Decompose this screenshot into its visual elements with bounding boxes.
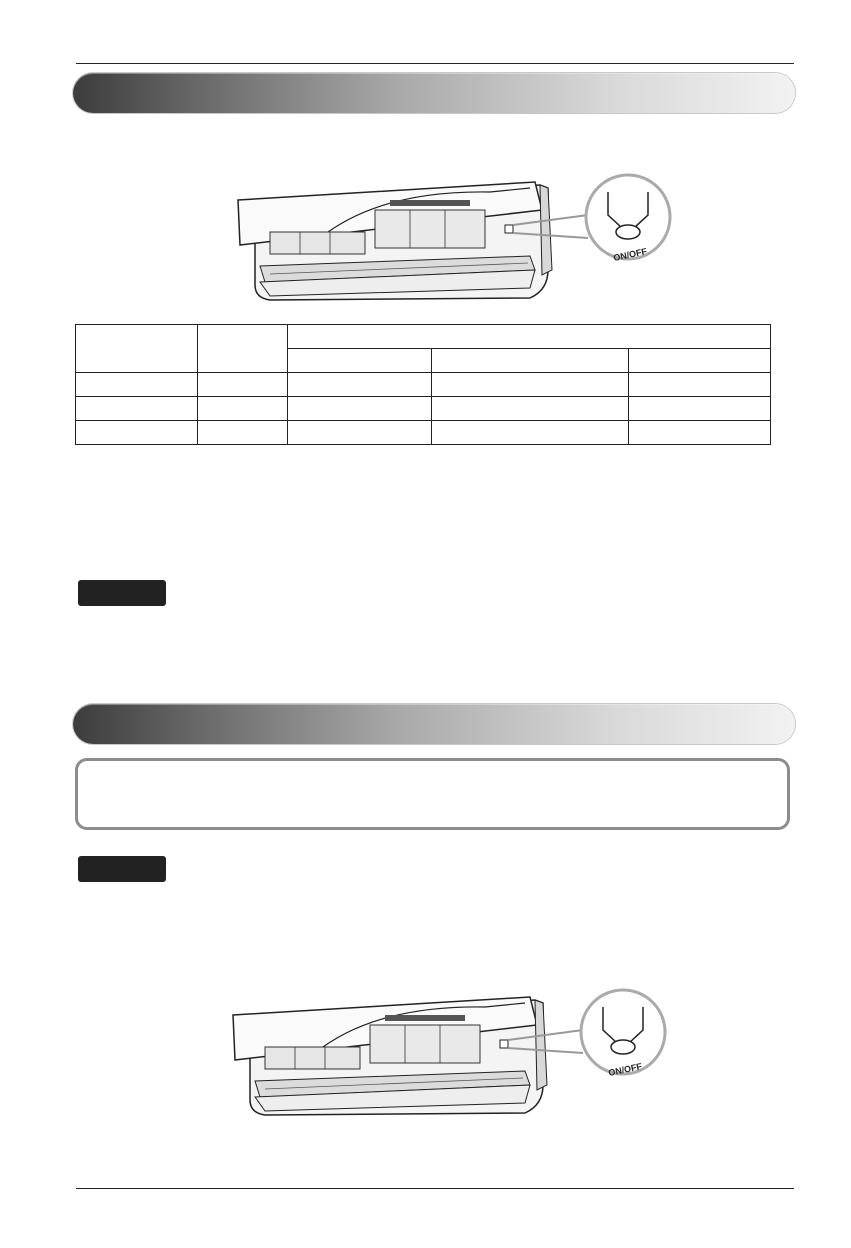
section-1-banner [73, 73, 795, 113]
table-header-col2 [198, 325, 288, 373]
table-cell [198, 421, 288, 445]
note-tag-1 [78, 580, 166, 606]
top-rule [76, 63, 794, 64]
table-subheader [288, 349, 432, 373]
table-subheader [629, 349, 771, 373]
table-cell [76, 397, 198, 421]
table-row [76, 373, 771, 397]
switch-label-bottom: ON/OFF [607, 1061, 643, 1078]
spec-table [75, 324, 771, 445]
bottom-rule [76, 1188, 794, 1189]
table-cell [76, 373, 198, 397]
table-header-group [288, 325, 771, 349]
table-cell [76, 421, 198, 445]
table-row [76, 421, 771, 445]
table-header-col1 [76, 325, 198, 373]
table-cell [198, 397, 288, 421]
info-box [75, 758, 790, 830]
table-cell [432, 373, 629, 397]
table-cell [629, 373, 771, 397]
air-conditioner-illustration-bottom [225, 985, 675, 1125]
table-row [76, 397, 771, 421]
air-conditioner-illustration-top [230, 170, 680, 310]
table-cell [432, 421, 629, 445]
table-subheader [432, 349, 629, 373]
table-cell [288, 373, 432, 397]
table-cell [432, 397, 629, 421]
note-tag-2 [78, 856, 166, 882]
table-cell [288, 397, 432, 421]
table-cell [288, 421, 432, 445]
table-cell [629, 397, 771, 421]
section-2-banner [73, 704, 795, 744]
switch-label-top: ON/OFF [612, 246, 648, 263]
table-cell [629, 421, 771, 445]
table-cell [198, 373, 288, 397]
